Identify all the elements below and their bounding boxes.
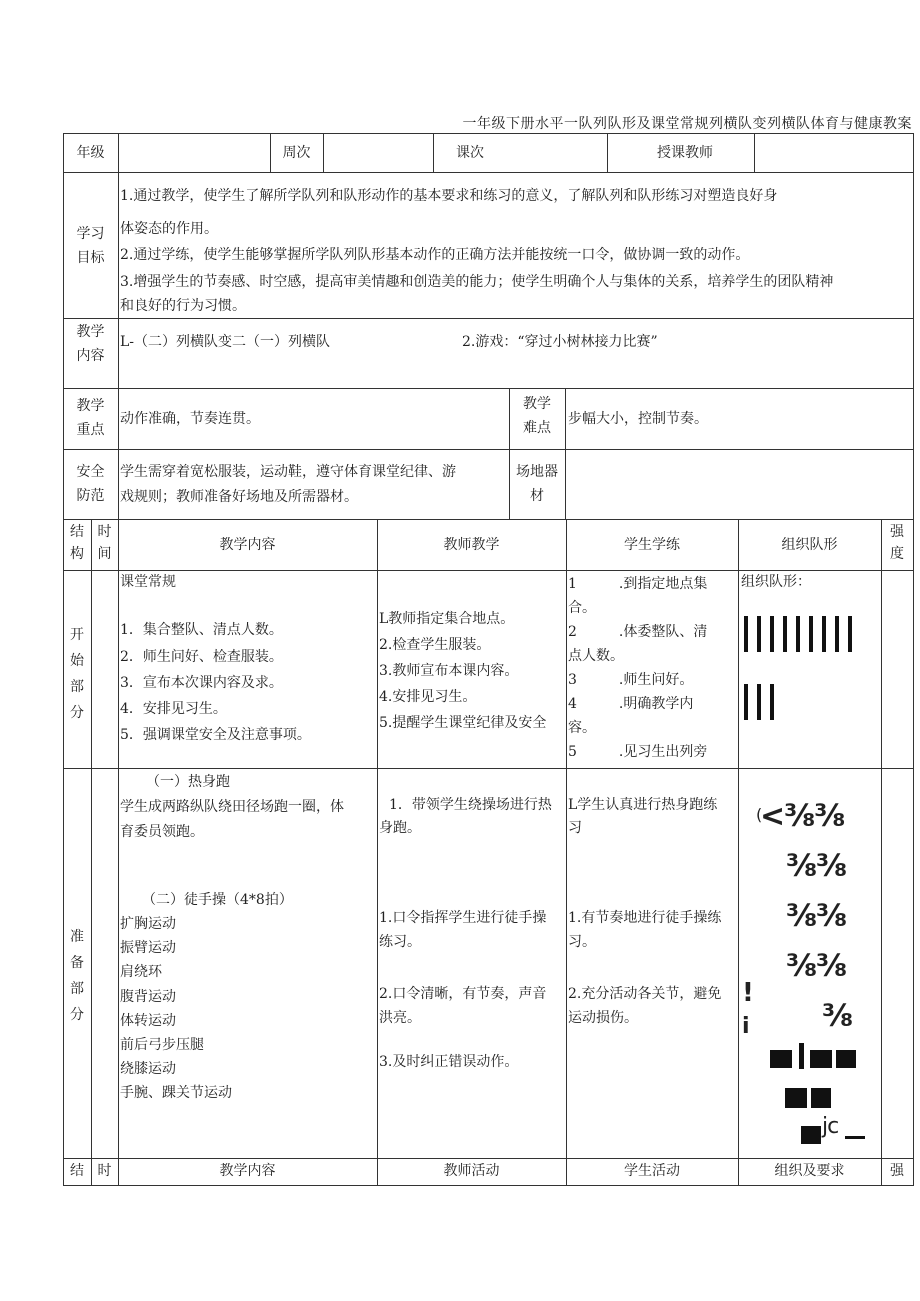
col-time: 时 间	[97, 524, 112, 562]
student-marker	[848, 616, 852, 652]
formation-row-1	[744, 616, 852, 652]
marker-block	[770, 1050, 792, 1068]
student-marker	[796, 616, 800, 652]
start-section-label: 开 始 部 分	[70, 627, 84, 721]
student-marker	[744, 616, 748, 652]
safety-line-1: 学生需穿着宽松服装，运动鞋，遵守体育课堂纪律、游	[120, 464, 456, 480]
footer-content: 教学内容	[219, 1163, 276, 1179]
student-marker	[744, 684, 748, 720]
student-marker	[809, 616, 813, 652]
marker-line	[845, 1136, 865, 1139]
footer-teacher: 教师活动	[443, 1163, 500, 1179]
marker-block	[801, 1126, 821, 1144]
venue-label: 场地器 材	[516, 464, 558, 504]
content-label: 教学 内容	[76, 324, 105, 364]
student-marker	[757, 616, 761, 652]
footer-time: 时	[97, 1163, 112, 1179]
content-item-2: 2.游戏：“穿过小树林接力比赛”	[462, 334, 658, 350]
marker-block	[810, 1050, 832, 1068]
lesson-label: 课次	[456, 145, 484, 161]
marker-block	[836, 1050, 856, 1068]
col-formation: 组织队形	[781, 537, 838, 553]
difficulty-label: 教学 难点	[523, 396, 551, 436]
formation-row-2	[744, 684, 774, 720]
safety-label: 安全 防范	[76, 464, 105, 504]
difficulty-value: 步幅大小，控制节奏。	[568, 411, 708, 427]
marker-bar	[799, 1043, 804, 1069]
formation-label: 组织队形：	[741, 574, 811, 590]
marker-block	[785, 1088, 807, 1108]
col-student: 学生学练	[624, 537, 680, 553]
content-item-1: L-（二）列横队变二（一）列横队	[120, 334, 331, 350]
student-marker	[770, 616, 774, 652]
col-teacher: 教师教学	[443, 537, 500, 553]
student-marker	[770, 684, 774, 720]
document-title: 一年级下册水平一队列队形及课堂常规列横队变列横队体育与健康教案	[462, 116, 912, 132]
col-intensity: 强 度	[890, 524, 904, 562]
safety-line-2: 戏规则；教师准备好场地及所需器材。	[120, 489, 358, 505]
prep-section-label: 准 备 部 分	[70, 929, 84, 1023]
marker-block	[811, 1088, 831, 1108]
teacher-label: 授课教师	[657, 145, 713, 161]
footer-student: 学生活动	[624, 1163, 680, 1179]
col-structure: 结 构	[70, 524, 84, 562]
objectives-label: 学习 目标	[76, 226, 105, 266]
footer-formation: 组织及要求	[774, 1163, 845, 1179]
student-marker	[757, 684, 761, 720]
key-points-label: 教学 重点	[76, 398, 105, 438]
col-content: 教学内容	[219, 537, 276, 553]
week-label: 周次	[282, 145, 311, 161]
student-marker	[783, 616, 787, 652]
key-points-value: 动作准确，节奏连贯。	[120, 411, 260, 427]
footer-structure: 结	[70, 1163, 84, 1179]
student-marker	[822, 616, 826, 652]
student-marker	[835, 616, 839, 652]
grade-label: 年级	[76, 145, 105, 161]
footer-intensity: 强	[890, 1163, 904, 1179]
